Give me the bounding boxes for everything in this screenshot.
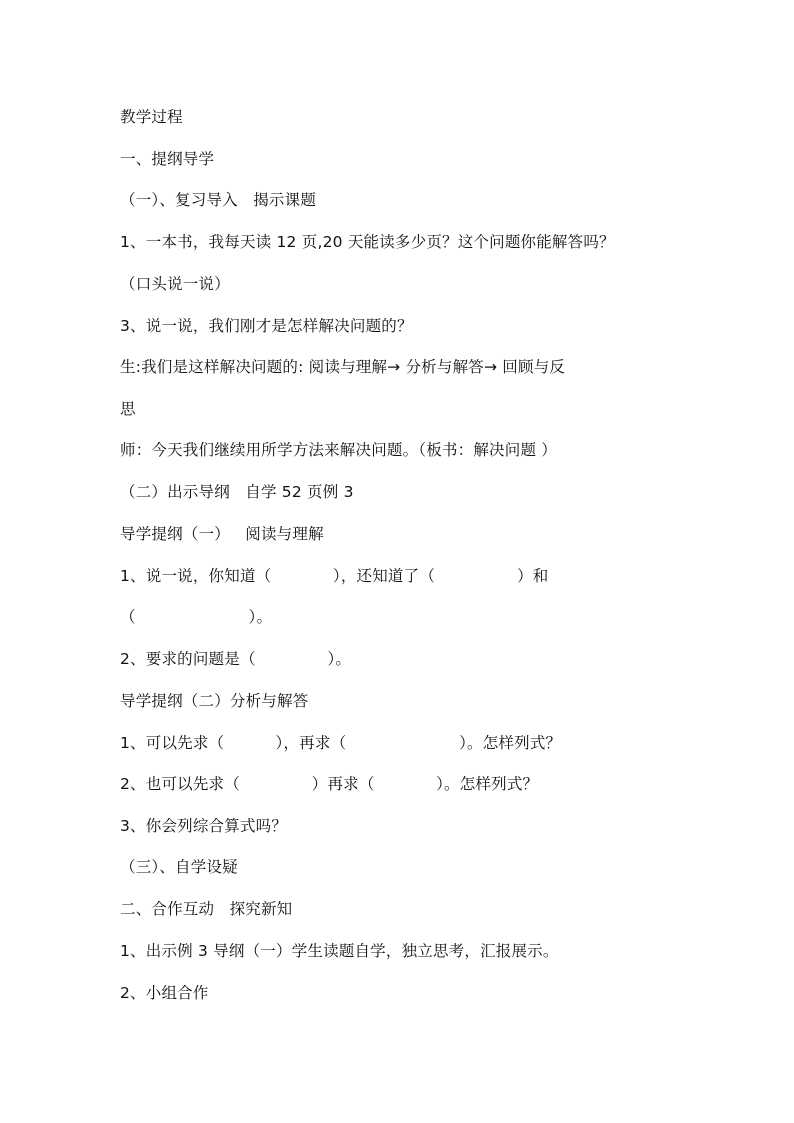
paragraph-teacher: 师：今天我们继续用所学方法来解决问题。（板书：解决问题 ） bbox=[120, 441, 557, 459]
paragraph-show-example: 1、出示例 3 导纲（一）学生读题自学，独立思考，汇报展示。 bbox=[120, 942, 559, 960]
paragraph-second-method: 2、也可以先求（ ）再求（ ）。怎样列式？ bbox=[120, 775, 539, 793]
paragraph-required-question: 2、要求的问题是（ ）。 bbox=[120, 650, 352, 668]
paragraph-group-work: 2、小组合作 bbox=[120, 984, 209, 1002]
paragraph-know-blanks-cont: （ ）。 bbox=[120, 608, 273, 626]
subheading-guide-2: 导学提纲（二）分析与解答 bbox=[120, 692, 309, 710]
paragraph-question-3: 3、说一说，我们刚才是怎样解决问题的？ bbox=[120, 317, 413, 335]
paragraph-oral: （口头说一说） bbox=[120, 275, 230, 293]
paragraph-combined-formula: 3、你会列综合算式吗？ bbox=[120, 817, 288, 835]
section-heading-teaching-process: 教学过程 bbox=[120, 108, 183, 126]
paragraph-student-answer-cont: 思 bbox=[120, 400, 136, 418]
subheading-show-outline: （二）出示导纲 自学 52 页例 3 bbox=[120, 483, 354, 501]
subheading-review-intro: （一）、复习导入 揭示课题 bbox=[120, 191, 317, 209]
section-heading-outline-guidance: 一、提纲导学 bbox=[120, 150, 215, 168]
paragraph-first-method: 1、可以先求（ ），再求（ ）。怎样列式？ bbox=[120, 734, 562, 752]
section-heading-cooperation: 二、合作互动 探究新知 bbox=[120, 900, 293, 918]
paragraph-question-1: 1、一本书，我每天读 12 页,20 天能读多少页？这个问题你能解答吗？ bbox=[120, 233, 615, 251]
subheading-guide-1: 导学提纲（一） 阅读与理解 bbox=[120, 525, 324, 543]
subheading-self-study: （三）、自学设疑 bbox=[120, 858, 238, 876]
paragraph-know-blanks: 1、说一说，你知道（ ），还知道了（ ）和 bbox=[120, 567, 549, 585]
paragraph-student-answer: 生:我们是这样解决问题的: 阅读与理解→ 分析与解答→ 回顾与反 bbox=[120, 358, 566, 376]
